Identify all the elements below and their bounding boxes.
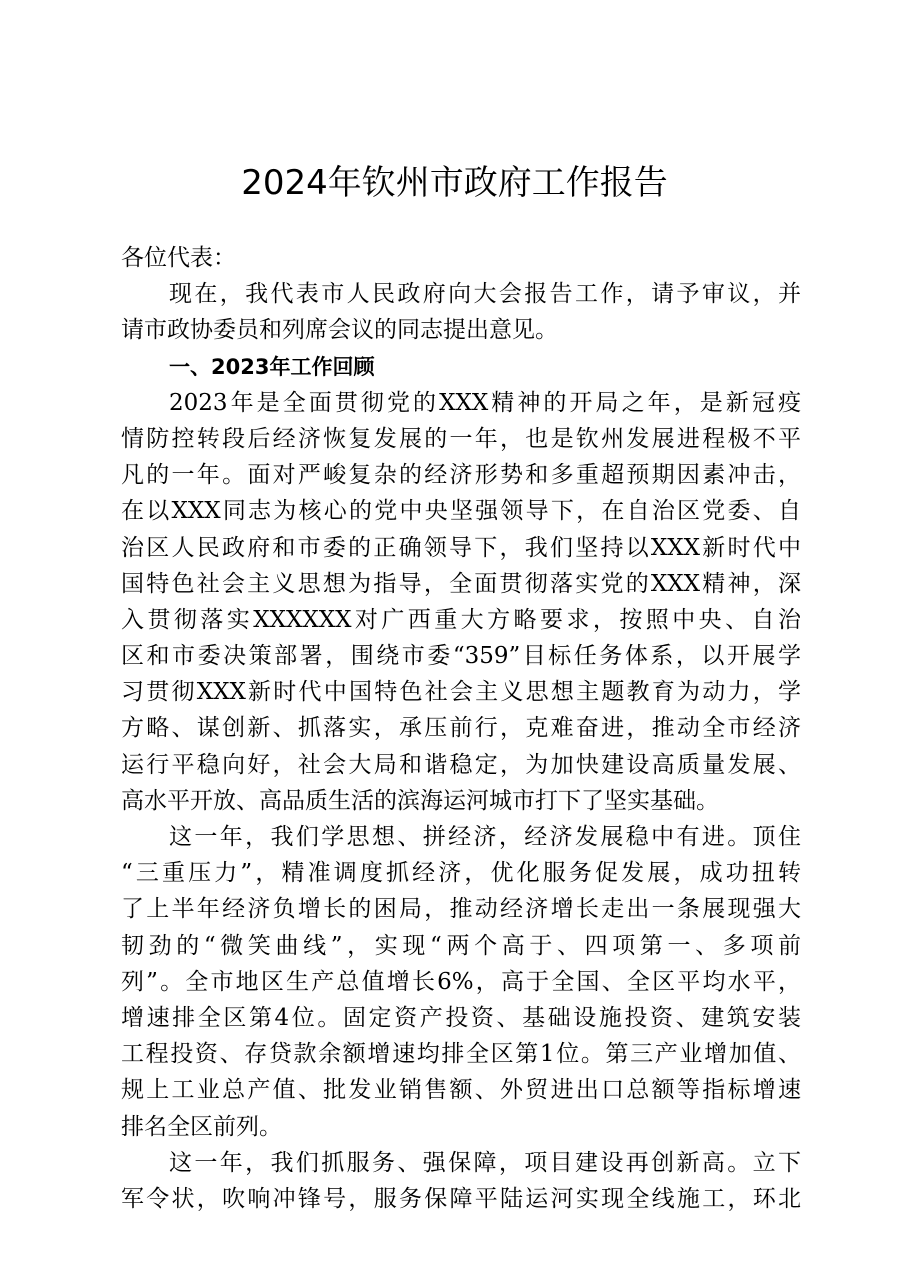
paragraph-line: 凡的一年。面对严峻复杂的经济形势和多重超预期因素冲击， (121, 462, 801, 489)
paragraph-line: 区和市委决策部署，围绕市委“359”目标任务体系，以开展学 (121, 643, 801, 670)
paragraph-line: “三重压力”，精准调度抓经济，优化服务促发展，成功扭转 (121, 860, 801, 887)
paragraph-line: 军令状，吹响冲锋号，服务保障平陆运河实现全线施工，环北 (121, 1185, 801, 1212)
salutation: 各位代表： (121, 245, 236, 271)
paragraph-line: 运行平稳向好，社会大局和谐稳定，为加快建设高质量发展、 (121, 751, 801, 778)
paragraph-line: 了上半年经济负增长的困局，推动经济增长走出一条展现强大 (121, 896, 801, 923)
paragraph-line: 入贯彻落实XXXXXX对广西重大方略要求，按照中央、自治 (121, 606, 801, 633)
paragraph-line: 在以XXX同志为核心的党中央坚强领导下，在自治区党委、自 (121, 498, 801, 525)
paragraph-line: 韧劲的“微笑曲线”，实现“两个高于、四项第一、多项前 (121, 932, 801, 959)
paragraph-line: 2023年是全面贯彻党的XXX精神的开局之年，是新冠疫 (169, 389, 801, 416)
paragraph-line: 排名全区前列。 (121, 1113, 282, 1140)
paragraph-line: 方略、谋创新、抓落实，承压前行，克难奋进，推动全市经济 (121, 715, 801, 742)
paragraph-line: 列”。全市地区生产总值增长6%，高于全国、全区平均水平， (121, 968, 801, 995)
paragraph-line: 情防控转段后经济恢复发展的一年，也是钦州发展进程极不平 (121, 425, 801, 452)
paragraph-line: 现在，我代表市人民政府向大会报告工作，请予审议，并 (169, 281, 801, 308)
paragraph-line: 高水平开放、高品质生活的滨海运河城市打下了坚实基础。 (121, 787, 719, 814)
paragraph-line: 工程投资、存贷款余额增速均排全区第1位。第三产业增加值、 (121, 1041, 801, 1068)
paragraph-line: 规上工业总产值、批发业销售额、外贸进出口总额等指标增速 (121, 1077, 801, 1104)
paragraph-line: 增速排全区第4位。固定资产投资、基础设施投资、建筑安装 (121, 1004, 801, 1031)
section-heading: 一、2023年工作回顾 (169, 354, 375, 379)
paragraph-line: 这一年，我们学思想、拼经济，经济发展稳中有进。顶住 (169, 824, 801, 850)
document-body (121, 240, 801, 1217)
paragraph-line: 习贯彻XXX新时代中国特色社会主义思想主题教育为动力，学 (121, 679, 801, 706)
document-title: 2024年钦州市政府工作报告 (241, 163, 668, 203)
paragraph-line: 治区人民政府和市委的正确领导下，我们坚持以XXX新时代中 (121, 534, 801, 561)
paragraph-line: 这一年，我们抓服务、强保障，项目建设再创新高。立下 (169, 1149, 801, 1176)
paragraph-line: 请市政协委员和列席会议的同志提出意见。 (121, 317, 558, 344)
paragraph-line: 国特色社会主义思想为指导，全面贯彻落实党的XXX精神，深 (121, 570, 801, 597)
